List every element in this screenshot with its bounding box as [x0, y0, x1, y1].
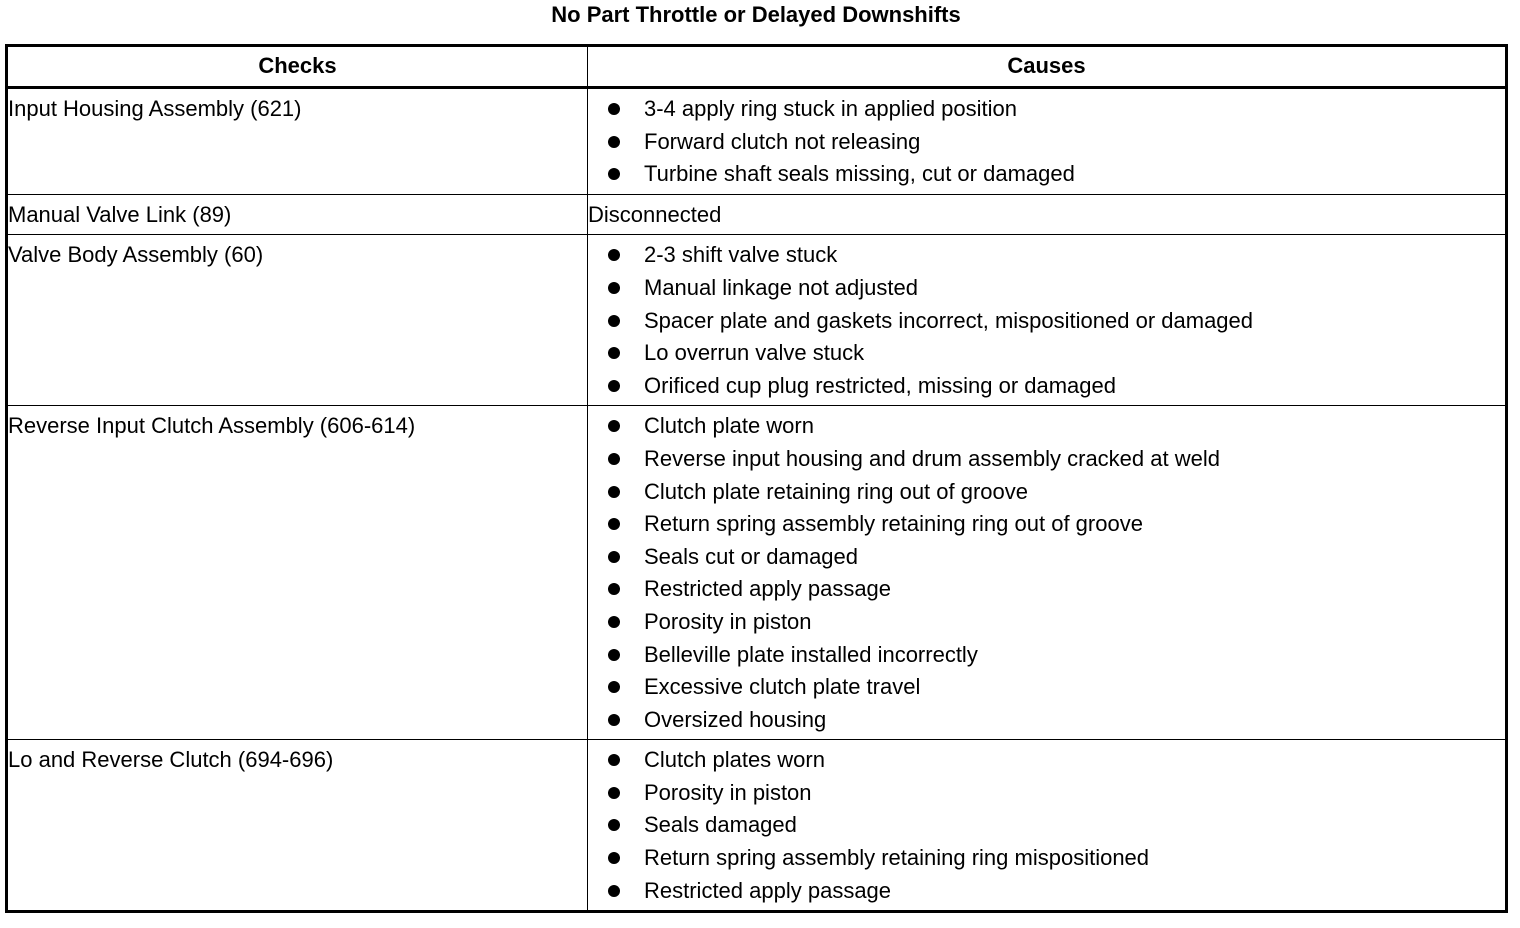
cause-item [608, 370, 1505, 403]
cause-text: Seals damaged [644, 812, 797, 838]
cause-item [608, 337, 1505, 370]
cause-list [588, 410, 1505, 736]
cause-text: 3-4 apply ring stuck in applied position [644, 96, 1018, 121]
bullet-icon [608, 282, 620, 294]
cause-text: Return spring assembly retaining ring out of groove [644, 511, 1143, 537]
check-cell: Valve Body Assembly (60) [7, 235, 588, 406]
cause-item [608, 639, 1505, 672]
check-cell: Reverse Input Clutch Assembly (606-614) [7, 406, 588, 740]
cause-text: Reverse input housing and drum assembly cracked at weld [644, 445, 1220, 471]
bullet-icon [608, 616, 620, 628]
cause-text: Lo overrun valve stuck [644, 340, 865, 366]
bullet-icon [608, 819, 620, 831]
table-row [7, 88, 1507, 195]
cause-text: Belleville plate installed incorrectly [644, 641, 978, 667]
bullet-icon [608, 681, 620, 693]
checks-column-header: Checks [7, 46, 588, 88]
cause-text: Spacer plate and gaskets incorrect, mispositioned or damaged [644, 307, 1254, 333]
cause-item [608, 158, 1505, 191]
bullet-icon [608, 787, 620, 799]
cause-item [608, 842, 1505, 875]
table-row [7, 740, 1507, 912]
cause-item [608, 777, 1505, 810]
page-title: No Part Throttle or Delayed Downshifts [551, 2, 961, 27]
bullet-icon [608, 315, 620, 327]
cause-text: Return spring assembly retaining ring mispositioned [644, 845, 1150, 871]
cause-text: 2-3 shift valve stuck [644, 242, 838, 268]
cause-text: Oversized housing [644, 706, 827, 732]
cause-item [608, 541, 1505, 574]
cause-list [588, 239, 1505, 402]
bullet-icon [608, 486, 620, 498]
bullet-icon [608, 420, 620, 432]
table-row [7, 194, 1507, 235]
cause-text: Clutch plate retaining ring out of groove [644, 478, 1029, 504]
cause-text: Seals cut or damaged [644, 543, 859, 569]
cause-item [608, 606, 1505, 639]
cause-item [608, 704, 1505, 737]
bullet-icon [608, 103, 620, 115]
diagnosis-table [5, 44, 1508, 913]
bullet-icon [608, 453, 620, 465]
cause-text: Forward clutch not releasing [644, 128, 921, 154]
bullet-icon [608, 551, 620, 563]
cause-text: Porosity in piston [644, 608, 812, 634]
check-cell: Manual Valve Link (89) [7, 194, 588, 235]
cause-item [608, 508, 1505, 541]
check-cell: Input Housing Assembly (621) [7, 88, 588, 195]
cause-text: Clutch plate worn [644, 413, 814, 439]
cause-item [608, 305, 1505, 338]
cause-text: Excessive clutch plate travel [644, 674, 921, 700]
cause-text: Restricted apply passage [644, 877, 892, 903]
cause-text: Clutch plates worn [644, 747, 825, 773]
cause-list [588, 93, 1505, 191]
cause-text: Restricted apply passage [644, 576, 892, 602]
table-row [7, 406, 1507, 740]
check-cell: Lo and Reverse Clutch (694-696) [7, 740, 588, 912]
bullet-icon [608, 249, 620, 261]
cause-item [608, 744, 1505, 777]
cause-item [608, 126, 1505, 159]
cause-item [608, 476, 1505, 509]
bullet-icon [608, 583, 620, 595]
bullet-icon [608, 852, 620, 864]
bullet-icon [608, 518, 620, 530]
bullet-icon [608, 168, 620, 180]
cause-item [608, 93, 1505, 126]
bullet-icon [608, 885, 620, 897]
cause-item [608, 809, 1505, 842]
table-header-row [7, 46, 1507, 88]
cause-text: Orificed cup plug restricted, missing or damaged [644, 372, 1116, 398]
cause-item [608, 573, 1505, 606]
cause-item [608, 272, 1505, 305]
cause-item [608, 410, 1505, 443]
cause-text: Disconnected [588, 201, 722, 227]
causes-cell [588, 88, 1507, 195]
cause-item [608, 443, 1505, 476]
cause-text: Turbine shaft seals missing, cut or damaged [644, 161, 1075, 187]
cause-text: Porosity in piston [644, 779, 812, 805]
causes-column-header: Causes [588, 46, 1507, 88]
bullet-icon [608, 136, 620, 148]
bullet-icon [608, 754, 620, 766]
cause-item [608, 671, 1505, 704]
causes-cell [588, 740, 1507, 912]
bullet-icon [608, 649, 620, 661]
causes-cell [588, 194, 1507, 235]
cause-item [608, 239, 1505, 272]
cause-list [588, 744, 1505, 907]
bullet-icon [608, 714, 620, 726]
causes-cell [588, 235, 1507, 406]
cause-item [608, 875, 1505, 908]
cause-text: Manual linkage not adjusted [644, 274, 918, 300]
causes-cell [588, 406, 1507, 740]
bullet-icon [608, 347, 620, 359]
bullet-icon [608, 380, 620, 392]
table-row [7, 235, 1507, 406]
